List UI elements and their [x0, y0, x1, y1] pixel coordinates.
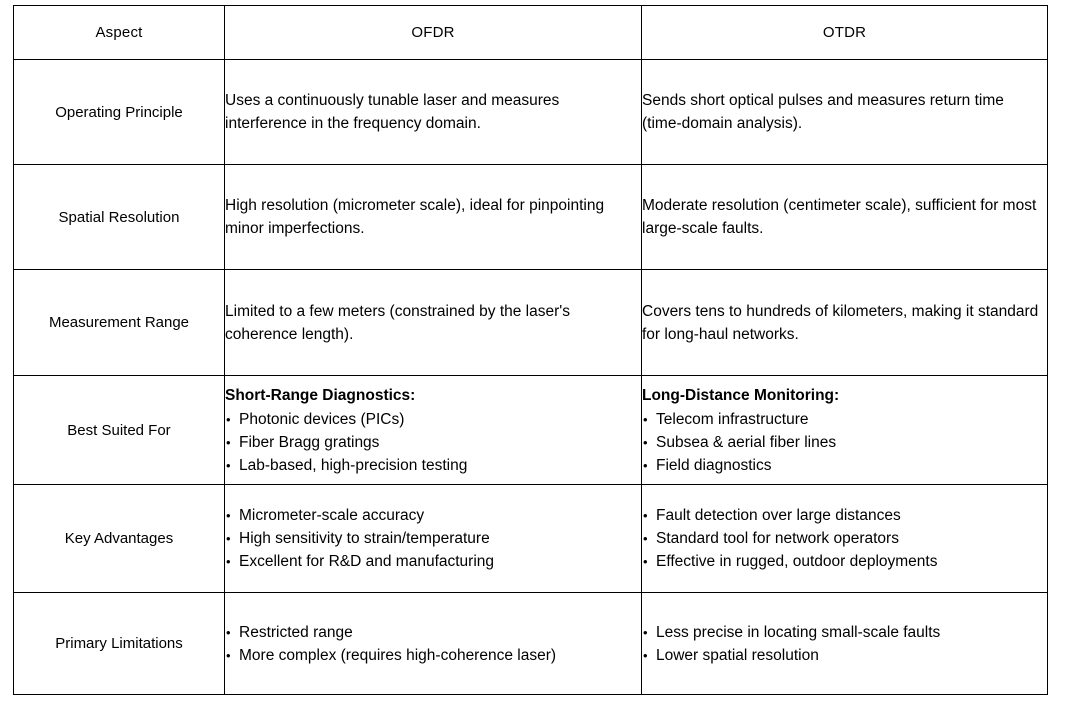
- otdr-cell: [642, 60, 1048, 165]
- bullet-list: [642, 408, 1047, 477]
- ofdr-cell: [225, 165, 642, 270]
- bullet-item: • High sensitivity to strain/temperature: [225, 527, 641, 550]
- otdr-cell: [642, 165, 1048, 270]
- bullet-item: • Subsea & aerial fiber lines: [642, 431, 1047, 454]
- table-row: [14, 485, 1048, 593]
- bullet-list: [642, 504, 1047, 573]
- bullet-item: • Restricted range: [225, 621, 641, 644]
- bullet-list: [225, 621, 641, 667]
- bullet-item: • Lower spatial resolution: [642, 644, 1047, 667]
- cell-group-title: Short-Range Diagnostics:: [225, 386, 416, 404]
- bullet-item: • Excellent for R&D and manufacturing: [225, 550, 641, 573]
- aspect-label: Measurement Range: [14, 270, 225, 376]
- table-row: [14, 593, 1048, 695]
- bullet-list: [225, 504, 641, 573]
- bullet-item: • Micrometer-scale accuracy: [225, 504, 641, 527]
- table-row: [14, 60, 1048, 165]
- aspect-label: Primary Limitations: [14, 593, 225, 695]
- otdr-cell: [642, 593, 1048, 695]
- ofdr-cell: [225, 270, 642, 376]
- ofdr-cell: [225, 485, 642, 593]
- cell-paragraph: Covers tens to hundreds of kilometers, making it standard for long-haul networks.: [642, 302, 1039, 343]
- column-header-aspect: Aspect: [14, 6, 225, 60]
- column-header-ofdr: OFDR: [225, 6, 642, 60]
- column-header-otdr: OTDR: [642, 6, 1048, 60]
- table-row: [14, 376, 1048, 485]
- bullet-item: • Field diagnostics: [642, 454, 1047, 477]
- table-row: [14, 165, 1048, 270]
- table-header-row: [14, 6, 1048, 60]
- bullet-item: • Less precise in locating small-scale faults: [642, 621, 1047, 644]
- cell-group-title: Long-Distance Monitoring:: [642, 386, 840, 404]
- otdr-cell: [642, 485, 1048, 593]
- ofdr-cell: [225, 593, 642, 695]
- cell-paragraph: Moderate resolution (centimeter scale), sufficient for most large-scale faults.: [642, 197, 1037, 237]
- bullet-item: • Telecom infrastructure: [642, 408, 1047, 431]
- bullet-item: • Fault detection over large distances: [642, 504, 1047, 527]
- table-row: [14, 270, 1048, 376]
- otdr-cell: [642, 376, 1048, 485]
- bullet-list: [225, 408, 641, 477]
- cell-paragraph: Uses a continuously tunable laser and measures interference in the frequency domain.: [225, 92, 560, 132]
- ofdr-otdr-comparison-table: [13, 5, 1048, 695]
- ofdr-cell: [225, 376, 642, 485]
- cell-paragraph: Sends short optical pulses and measures return time (time-domain analysis).: [642, 92, 1004, 132]
- bullet-item: • Photonic devices (PICs): [225, 408, 641, 431]
- aspect-label: Key Advantages: [14, 485, 225, 593]
- aspect-label: Spatial Resolution: [14, 165, 225, 270]
- bullet-item: • Fiber Bragg gratings: [225, 431, 641, 454]
- ofdr-cell: [225, 60, 642, 165]
- aspect-label: Best Suited For: [14, 376, 225, 485]
- bullet-item: • Lab-based, high-precision testing: [225, 454, 641, 477]
- bullet-item: • More complex (requires high-coherence laser): [225, 644, 641, 667]
- aspect-label: Operating Principle: [14, 60, 225, 165]
- bullet-list: [642, 621, 1047, 667]
- otdr-cell: [642, 270, 1048, 376]
- bullet-item: • Standard tool for network operators: [642, 527, 1047, 550]
- cell-paragraph: High resolution (micrometer scale), ideal for pinpointing minor imperfections.: [225, 197, 605, 237]
- bullet-item: • Effective in rugged, outdoor deployments: [642, 550, 1047, 573]
- cell-paragraph: Limited to a few meters (constrained by the laser's coherence length).: [225, 302, 570, 343]
